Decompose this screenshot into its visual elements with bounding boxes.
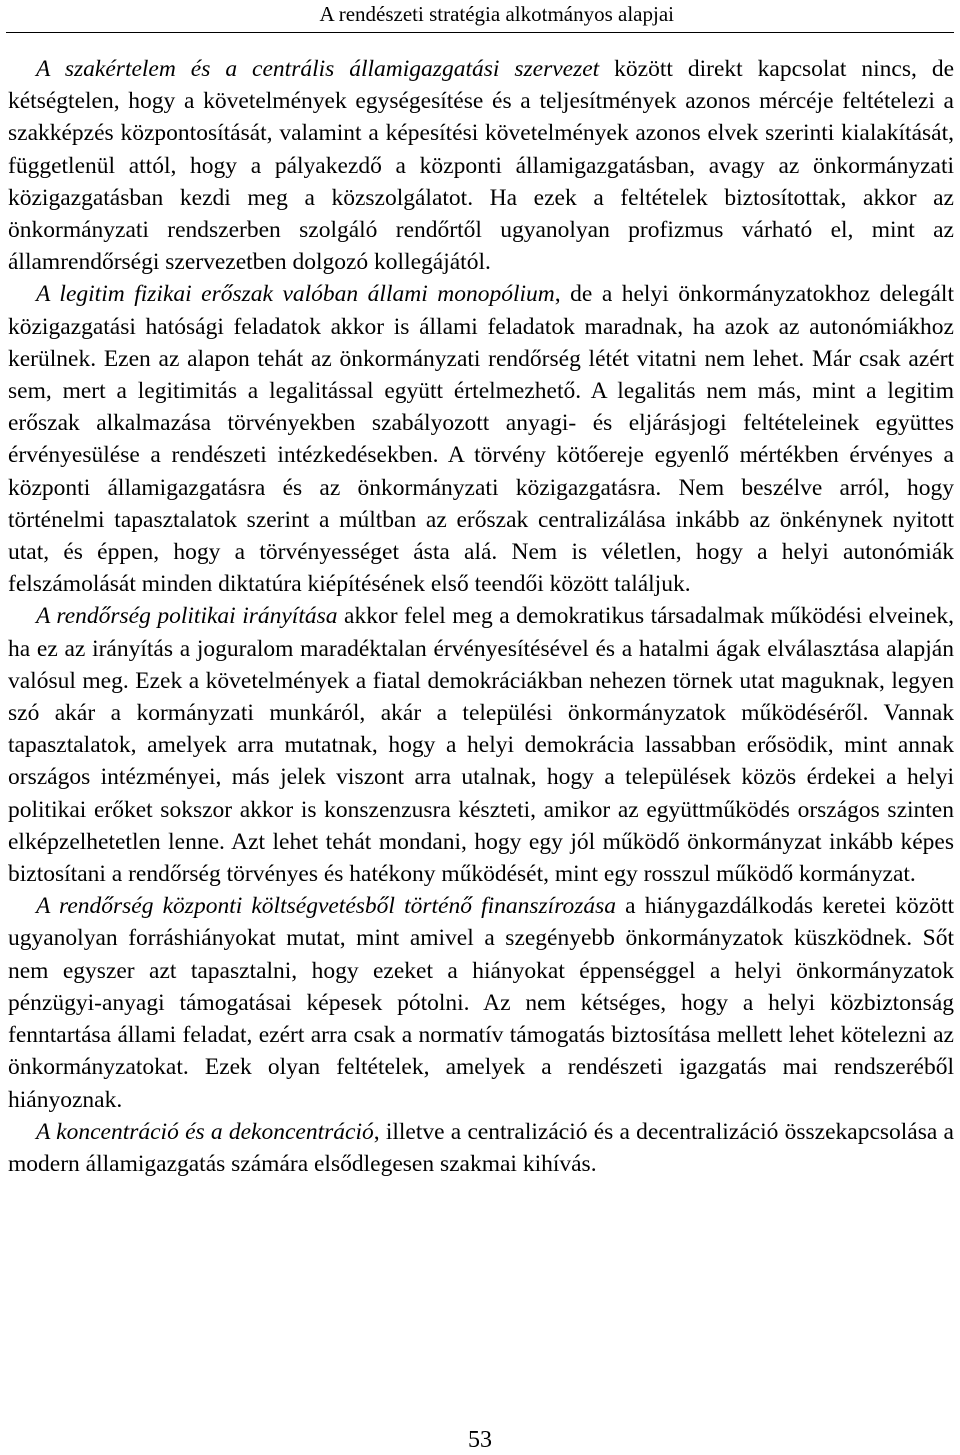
paragraph-lead: A rendőrség központi költségvetésből történő finanszírozása xyxy=(36,893,617,920)
page-number: 53 xyxy=(468,1427,492,1453)
paragraph-lead: A szakértelem és a centrális államigazgatási szervezet xyxy=(36,56,600,82)
paragraph xyxy=(8,278,954,600)
paragraph-text: között direkt kapcsolat nincs, de kétségtelen, hogy a követelmények egységesítése és a teljesítmények azonos mércéje feltételezi a szakképzés központosítását, valamint a képesítési követelmények azonos elvek szerinti kialakítását, függetlenül attól, hogy a pályakezdő a központi államigazgatásban, avagy az önkormányzati közigazgatásban kezdi meg a közszolgálatot. Ha ezek a feltételek biztosítottak, akkor az önkormányzati rendszerben szolgáló rendőrtől ugyanolyan profizmus várható el, mint az államrendőrségi szervezetben dolgozó kollegájától. xyxy=(8,56,954,276)
header-divider xyxy=(6,32,954,33)
paragraph-text: , de a helyi önkormányzatokhoz delegált közigazgatási hatósági feladatok akkor is állami feladatok maradnak, ha azok az autonómiákhoz kerülnek. Ezen az alapon tehát az önkormányzati rendőrség létét vitatni nem lehet. Már csak azért sem, mert a legitimitás a legalitással együtt értelmezhető. A legalitás nem más, mint a legitim erőszak alkalmazása törvényekben szabályozott anyagi- és eljárásjogi feltételeinek együttes érvényesülése a rendészeti intézkedésekben. A törvény kötőereje egyenlő mértékben érvényes a központi államigazgatásra és az önkormányzati közigazgatásra. Nem beszélve arról, hogy történelmi tapasztalatok szerint a múltban az erőszak centralizálása inkább az önkénynek nyitott utat, és éppen, hogy a törvényességet ásta alá. Nem is véletlen, hogy a helyi autonómiák felszámolását minden diktatúra kiépítésének első teendői között találjuk. xyxy=(8,281,954,598)
paragraph-lead: A koncentráció és a dekoncentráció xyxy=(36,1118,374,1145)
running-header: A rendészeti stratégia alkotmányos alapjai xyxy=(319,2,674,26)
paragraph-lead: A rendőrség politikai irányítása xyxy=(36,603,338,630)
paragraph-text: a hiánygazdálkodás keretei között ugyanolyan forráshiányokat mutat, mint amivel a szegényebb önkormányzatok küszködnek. Sőt nem egyszer azt tapasztalni, hogy ezeket a hiányokat éppenséggel a helyi önkormányzatok pénzügyi-anyagi támogatásai képesek pótolni. Az nem kétséges, hogy a helyi közbiztonság fenntartása állami feladat, ezért arra csak a normatív támogatás biztosítása mellett lehet kötelezni az önkormányzatokat. Ezek olyan feltételek, amelyek a rendészeti igazgatás mai rendszeréből hiányoznak. xyxy=(8,893,955,1113)
paragraph xyxy=(8,1116,954,1180)
paragraph xyxy=(8,890,954,1115)
paragraph xyxy=(8,600,954,890)
paragraph-lead: A legitim fizikai erőszak valóban állami monopólium xyxy=(36,281,555,308)
paragraph-text: , illetve a centralizáció és a decentralizáció összekapcsolása a modern államigazgatás számára elsődlegesen szakmai kihívás. xyxy=(8,1118,954,1177)
body-text xyxy=(8,53,954,1180)
paragraph xyxy=(8,53,954,278)
paragraph-text: akkor felel meg a demokratikus társadalmak működési elveinek, ha ez az irányítás a joguralom maradéktalan érvényesítésével és a hatalmi ágak elválasztása alapján valósul meg. Ezek a követelmények a fiatal demokráciákban nehezen törnek utat maguknak, legyen szó akár a kormányzati munkáról, akár a települési önkormányzatok működéséről. Vannak tapasztalatok, amelyek arra mutatnak, hogy a helyi demokrácia lassabban erősödik, mint annak országos intézményei, más jelek viszont arra utalnak, hogy a települések közös érdekei a helyi politikai erőket sokszor akkor is konszenzusra készteti, amikor az együttműködés országos szinten elképzelhetetlen lenne. Azt lehet tehát mondani, hogy egy jól működő önkormányzat inkább képes biztosítani a rendőrség törvényes és hatékony működését, mint egy rosszul működő kormányzat. xyxy=(8,603,954,888)
